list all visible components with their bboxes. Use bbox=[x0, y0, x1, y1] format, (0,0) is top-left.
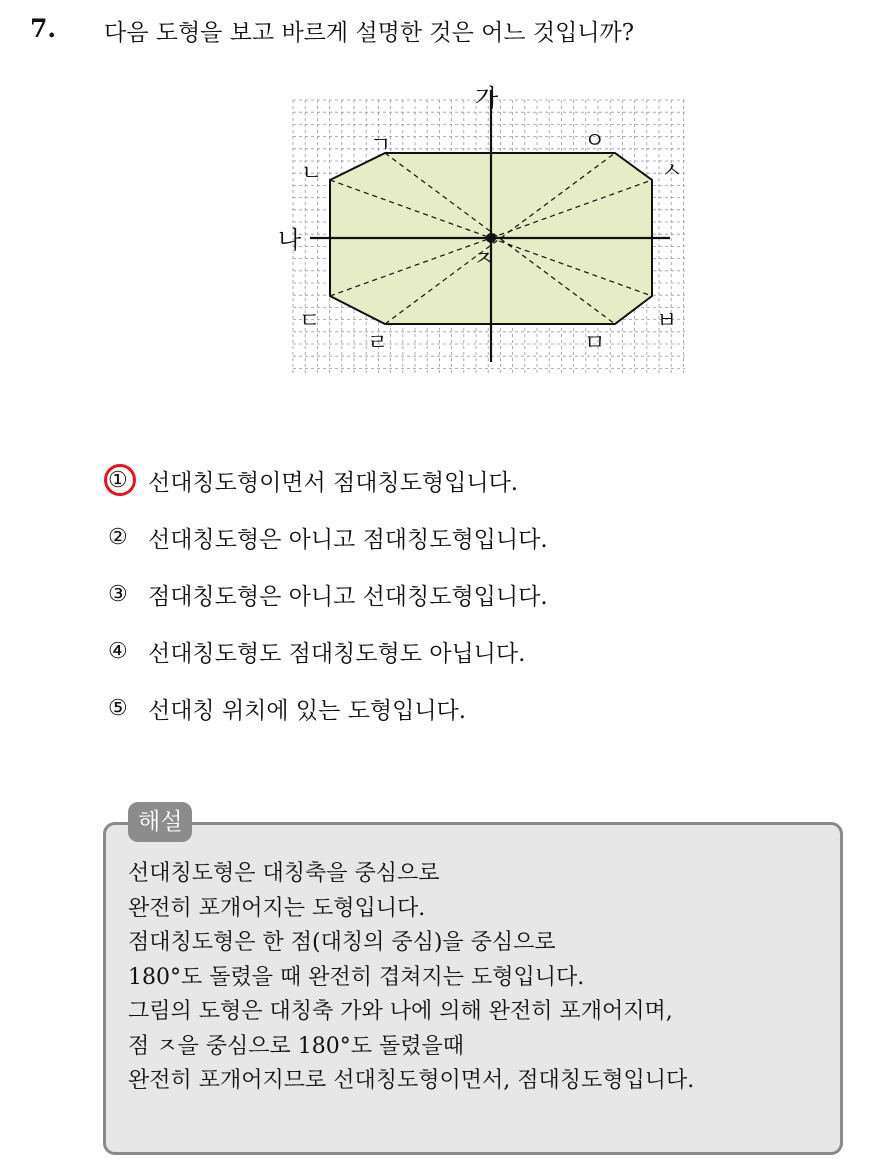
explanation-tag: 해설 bbox=[128, 802, 192, 842]
octagon-figure bbox=[275, 80, 695, 385]
axis-label-na: 나 bbox=[278, 226, 302, 254]
vertex-label-mieum: ㅁ bbox=[584, 331, 606, 356]
choice-number: ④ bbox=[108, 639, 128, 664]
choice-number: ⑤ bbox=[108, 696, 128, 721]
choice-1[interactable] bbox=[108, 452, 548, 509]
explanation-line: 완전히 포개어지는 도형입니다. bbox=[128, 895, 426, 921]
choice-5[interactable] bbox=[108, 680, 548, 737]
choice-text: 선대칭도형은 아니고 점대칭도형입니다. bbox=[148, 527, 548, 553]
choice-list bbox=[108, 452, 548, 737]
answer-circle-mark bbox=[104, 464, 136, 496]
axis-label-ga: 가 bbox=[475, 84, 499, 112]
explanation-line: 점대칭도형은 한 점(대칭의 중심)을 중심으로 bbox=[128, 930, 556, 955]
vertex-label-giyeok: ㄱ bbox=[370, 133, 392, 158]
choice-number: ① bbox=[108, 468, 128, 493]
choice-4[interactable] bbox=[108, 623, 548, 680]
vertex-label-siot: ㅅ bbox=[661, 159, 683, 184]
explanation-line: 완전히 포개어지므로 선대칭도형이면서, 점대칭도형입니다. bbox=[128, 1068, 695, 1093]
vertex-label-bieup: ㅂ bbox=[656, 309, 678, 334]
choice-3[interactable] bbox=[108, 566, 548, 623]
choice-text: 점대칭도형은 아니고 선대칭도형입니다. bbox=[148, 584, 548, 610]
center-point bbox=[486, 233, 496, 243]
explanation-line: 점 ㅈ을 중심으로 180°도 돌렸을때 bbox=[128, 1033, 464, 1059]
choice-number: ② bbox=[108, 525, 128, 550]
center-label-jieut: ㅈ bbox=[473, 247, 495, 272]
choice-text: 선대칭 위치에 있는 도형입니다. bbox=[148, 698, 467, 724]
vertex-label-ieung: ㅇ bbox=[584, 129, 606, 154]
question-text: 다음 도형을 보고 바르게 설명한 것은 어느 것입니까? bbox=[104, 20, 635, 46]
choice-text: 선대칭도형이면서 점대칭도형입니다. bbox=[148, 470, 519, 496]
explanation-text bbox=[128, 857, 694, 1099]
explanation-line: 그림의 도형은 대칭축 가와 나에 의해 완전히 포개어지며, bbox=[128, 999, 673, 1024]
vertex-label-rieul: ㄹ bbox=[367, 331, 389, 356]
explanation-line: 선대칭도형은 대칭축을 중심으로 bbox=[128, 861, 440, 886]
vertex-label-nieun: ㄴ bbox=[301, 161, 323, 186]
explanation-line: 180°도 돌렸을 때 완전히 겹쳐지는 도형입니다. bbox=[128, 964, 585, 990]
choice-2[interactable] bbox=[108, 509, 548, 566]
choice-text: 선대칭도형도 점대칭도형도 아닙니다. bbox=[148, 641, 526, 667]
question-number: 7. bbox=[30, 14, 57, 43]
choice-number: ③ bbox=[108, 582, 128, 607]
vertex-label-digeut: ㄷ bbox=[299, 309, 321, 334]
